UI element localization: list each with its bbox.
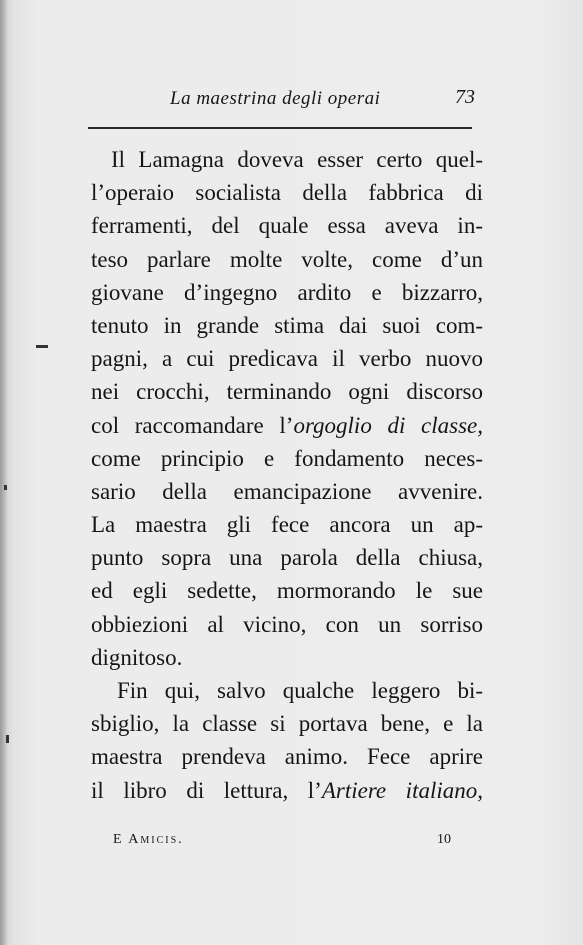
text-line: La maestra gli fece ancora un ap-: [91, 512, 483, 538]
ink-speck: [36, 345, 48, 348]
text-line: punto sopra una parola della chiusa,: [91, 545, 483, 571]
text-line: l’operaio socialista della fabbrica di: [91, 180, 483, 206]
text-line: ferramenti, del quale essa aveva in-: [91, 213, 483, 239]
page-header: [170, 88, 490, 116]
header-rule: [88, 127, 472, 129]
text-line: sbiglio, la classe si portava bene, e la: [91, 711, 483, 737]
text-line: dignitoso.: [91, 644, 183, 670]
page-edge-shadow: [0, 0, 8, 945]
text-line: ed egli sedette, mormorando le sue: [91, 578, 483, 604]
ink-speck: [6, 735, 9, 743]
text-segment: il libro di lettura, l’: [91, 777, 322, 803]
text-line: Fin qui, salvo qualche leggero bi-: [117, 678, 483, 703]
text-line: nei crocchi, terminando ogni discorso: [91, 379, 483, 405]
text-line: tenuto in grande stima dai suoi com-: [91, 312, 483, 338]
body-text: [91, 143, 483, 807]
text-line: [91, 409, 483, 442]
italic-phrase: orgoglio di classe,: [293, 412, 483, 438]
text-line: maestra prendeva animo. Fece aprire: [91, 744, 483, 770]
text-line: obbiezioni al vicino, con un sorriso: [91, 611, 483, 637]
text-line: giovane d’ingegno ardito e bizzarro,: [91, 279, 483, 305]
text-line: come principio e fondamento neces-: [91, 445, 483, 471]
text-segment: col raccomandare l’: [91, 412, 294, 438]
page-number: 73: [455, 86, 475, 108]
ink-speck: [4, 485, 7, 490]
text-line: sario della emancipazione avvenire.: [91, 478, 483, 504]
text-line: pagni, a cui predicava il verbo nuovo: [91, 346, 483, 372]
running-title: La maestrina degli operai: [170, 88, 381, 109]
text-line: [91, 774, 483, 807]
italic-phrase: Artiere italiano,: [321, 777, 483, 803]
sheet-number: 10: [437, 832, 451, 847]
text-line: teso parlare molte volte, come d’un: [91, 246, 483, 272]
signature-mark: E Amicis.: [113, 832, 184, 847]
page-footer: [113, 832, 473, 854]
text-line: Il Lamagna doveva esser certo quel-: [111, 147, 483, 172]
